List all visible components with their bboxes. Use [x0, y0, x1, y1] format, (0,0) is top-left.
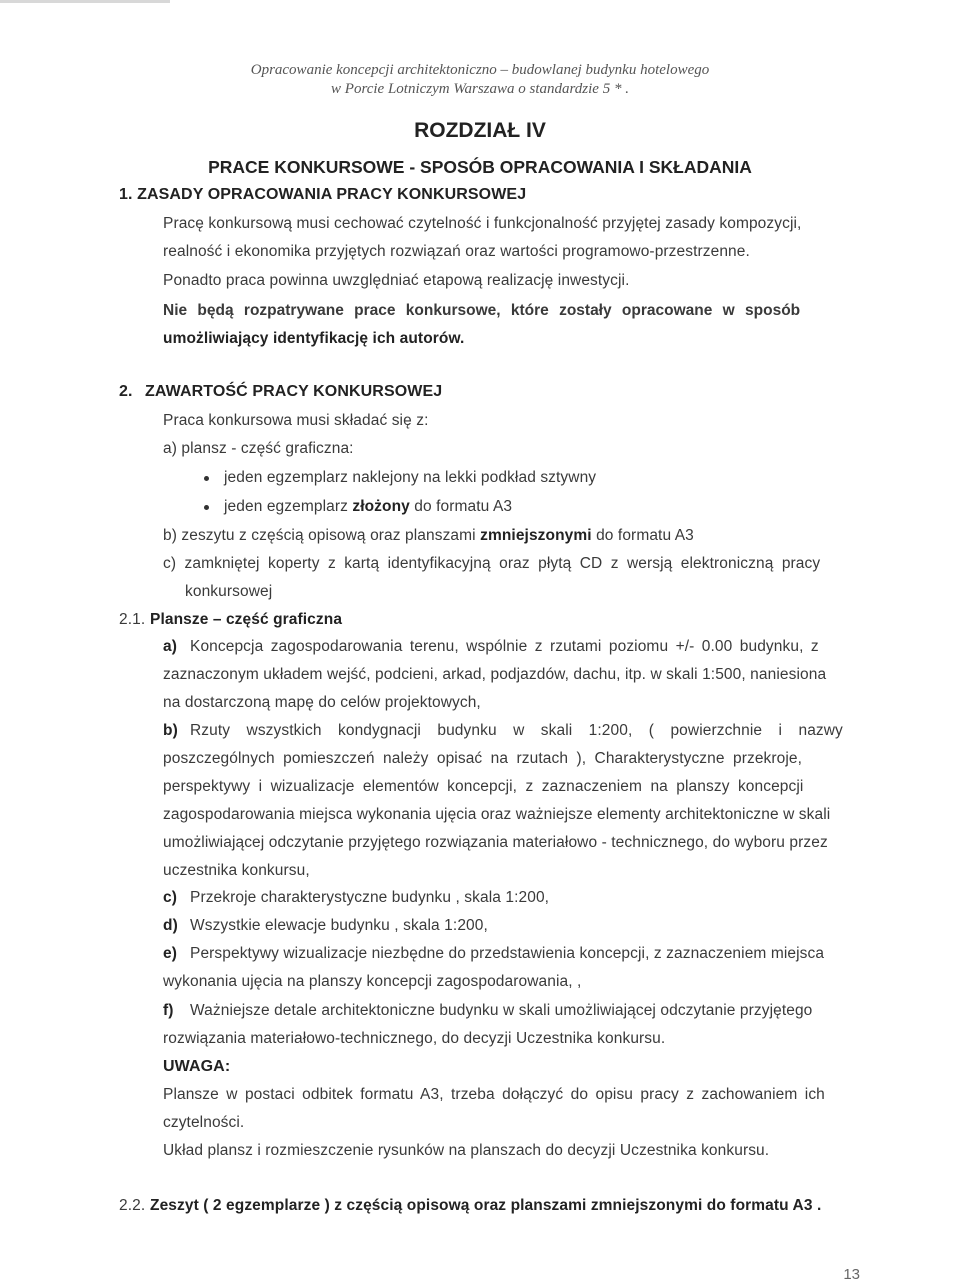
chapter-subtitle: PRACE KONKURSOWE - SPOSÓB OPRACOWANIA I SKŁADANIA	[208, 157, 752, 177]
section-1-bold-note-line2: umożliwiający identyfikację ich autorów.	[163, 330, 465, 347]
uwaga-line: czytelności.	[163, 1114, 245, 1131]
running-header-line2: w Porcie Lotniczym Warszawa o standardzie 5 * .	[331, 81, 629, 97]
item-f-line: Ważniejsze detale architektoniczne budynku w skali umożliwiającej odczytanie przyjętego	[190, 1002, 813, 1019]
item-c-koperta-line2: konkursowej	[185, 583, 273, 600]
item-a-line: zaznaczonym układem wejść, podcieni, arkad, podjazdów, dachu, itp. w skali 1:500, naniesiona	[163, 666, 827, 683]
item-e-line: Perspektywy wizualizacje niezbędne do przedstawienia koncepcji, z zaznaczeniem miejsca	[190, 945, 825, 962]
section-2-2-heading: Zeszyt ( 2 egzemplarze ) z częścią opisową oraz planszami zmniejszonymi do formatu A3 .	[150, 1197, 822, 1214]
section-2-1-number: 2.1.	[119, 611, 146, 628]
scan-edge-mark	[0, 0, 170, 3]
item-label: a)	[163, 638, 177, 655]
item-e-line: wykonania ujęcia na planszy koncepcji zagospodarowania, ,	[163, 973, 582, 990]
section-1-bold-note-line1: Nie będą rozpatrywane prace konkursowe, które zostały opracowane w sposób	[163, 302, 801, 319]
item-c-koperta-line1: c) zamkniętej koperty z kartą identyfikacyjną oraz płytą CD z wersją elektroniczną pracy	[163, 555, 821, 572]
item-a-plansze: a) plansz - część graficzna:	[163, 440, 354, 457]
chapter-title: ROZDZIAŁ IV	[414, 119, 546, 142]
item-b-zeszyt: b) zeszytu z częścią opisową oraz planszami zmniejszonymi do formatu A3	[163, 527, 694, 544]
bullet-icon	[204, 505, 209, 510]
section-1-paragraph-line: Pracę konkursową musi cechować czytelność i funkcjonalność przyjętej zasady kompozycji,	[163, 215, 802, 232]
section-1-heading: 1. ZASADY OPRACOWANIA PRACY KONKURSOWEJ	[119, 186, 527, 203]
uwaga-line: Plansze w postaci odbitek formatu A3, trzeba dołączyć do opisu pracy z zachowaniem ich	[163, 1086, 825, 1103]
item-d-text: Wszystkie elewacje budynku , skala 1:200,	[190, 917, 488, 934]
bullet-item-1: jeden egzemplarz naklejony na lekki podkład sztywny	[224, 469, 597, 486]
section-2-intro: Praca konkursowa musi składać się z:	[163, 412, 429, 429]
item-a-line: Koncepcja zagospodarowania terenu, wspólnie z rzutami poziomu +/- 0.00 budynku, z	[190, 638, 819, 655]
bullet-item-2: jeden egzemplarz złożony do formatu A3	[224, 498, 513, 515]
section-2-heading: ZAWARTOŚĆ PRACY KONKURSOWEJ	[145, 383, 443, 400]
item-f-line: rozwiązania materiałowo-technicznego, do decyzji Uczestnika konkursu.	[163, 1030, 666, 1047]
item-b-line: Rzuty wszystkich kondygnacji budynku w skali 1:200, ( powierzchnie i nazwy	[190, 722, 843, 739]
page-number: 13	[843, 1266, 860, 1283]
item-label: e)	[163, 945, 177, 962]
item-b-line: umożliwiającej odczytanie przyjętego rozwiązania materiałowo - technicznego, do wyboru przez	[163, 834, 828, 851]
item-label: d)	[163, 917, 178, 934]
item-c-text: Przekroje charakterystyczne budynku , skala 1:200,	[190, 889, 550, 906]
section-1-paragraph-line: Ponadto praca powinna uwzględniać etapową realizację inwestycji.	[163, 272, 630, 289]
uwaga-line: Układ plansz i rozmieszczenie rysunków na planszach do decyzji Uczestnika konkursu.	[163, 1142, 770, 1159]
item-b-line: perspektywy i wizualizacje elementów koncepcji, z zaznaczeniem na planszy koncepcji	[163, 778, 804, 795]
item-b-line: poszczególnych pomieszczeń należy opisać na rzutach ), Charakterystyczne przekroje,	[163, 750, 803, 767]
item-b-line: uczestnika konkursu,	[163, 862, 310, 879]
item-a-line: na dostarczoną mapę do celów projektowych,	[163, 694, 481, 711]
section-2-1-heading: Plansze – część graficzna	[150, 611, 343, 628]
section-2-number: 2.	[119, 383, 133, 400]
item-label: f)	[163, 1002, 174, 1019]
uwaga-label: UWAGA:	[163, 1058, 231, 1075]
section-1-paragraph-line: realność i ekonomika przyjętych rozwiązań oraz wartości programowo-przestrzenne.	[163, 243, 750, 260]
item-label: c)	[163, 889, 177, 906]
bullet-icon	[204, 476, 209, 481]
item-b-line: zagospodarowania miejsca wykonania ujęcia oraz ważniejsze elementy architektoniczne w skali	[163, 806, 831, 823]
running-header-line1: Opracowanie koncepcji architektoniczno – budowlanej budynku hotelowego	[250, 62, 710, 78]
item-label: b)	[163, 722, 178, 739]
section-2-2-number: 2.2.	[119, 1197, 146, 1214]
